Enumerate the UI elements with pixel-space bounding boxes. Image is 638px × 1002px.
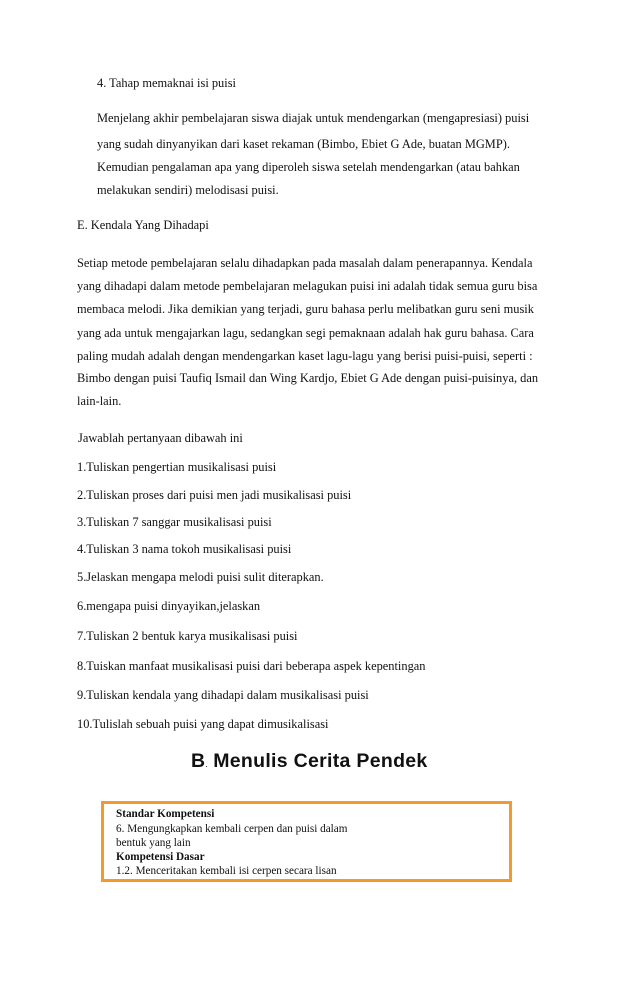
question-item: 6.mengapa puisi dinyayikan,jelaskan bbox=[77, 599, 261, 613]
question-item: 10.Tulislah sebuah puisi yang dapat dimusikalisasi bbox=[77, 717, 329, 731]
step4-line-1: Menjelang akhir pembelajaran siswa diajak untuk mendengarkan (mengapresiasi) puisi bbox=[97, 111, 530, 125]
section-e-line-7: lain-lain. bbox=[77, 394, 122, 408]
section-e-line-4: yang ada untuk mengajarkan lagu, sedangkan segi pemaknaan adalah hak guru bahasa. Cara bbox=[77, 326, 534, 340]
section-b-letter: B bbox=[191, 750, 206, 772]
question-item: 5.Jelaskan mengapa melodi puisi sulit diterapkan. bbox=[77, 570, 324, 584]
questions-intro: Jawablah pertanyaan dibawah ini bbox=[78, 431, 243, 445]
sk-text-line-1: 6. Mengungkapkan kembali cerpen dan puisi dalam bbox=[116, 823, 348, 835]
question-item: 8.Tuiskan manfaat musikalisasi puisi dari beberapa aspek kepentingan bbox=[77, 659, 426, 673]
section-b-heading bbox=[191, 750, 428, 773]
step4-line-3: Kemudian pengalaman apa yang diperoleh siswa setelah mendengarkan (atau bahkan bbox=[97, 160, 520, 174]
question-item: 7.Tuliskan 2 bentuk karya musikalisasi puisi bbox=[77, 629, 298, 643]
section-e-line-2: yang dihadapi dalam metode pembelajaran melagukan puisi ini adalah tidak semua guru bisa bbox=[77, 279, 538, 293]
step4-line-4: melakukan sendiri) melodisasi puisi. bbox=[97, 183, 279, 197]
section-b-dot: . bbox=[205, 759, 209, 769]
section-e-line-6: Bimbo dengan puisi Taufiq Ismail dan Wing Kardjo, Ebiet G Ade dengan puisi-puisinya, dan bbox=[77, 371, 539, 385]
question-item: 2.Tuliskan proses dari puisi men jadi musikalisasi puisi bbox=[77, 488, 352, 502]
section-e-line-3: membaca melodi. Jika demikian yang terjadi, guru bahasa perlu melibatkan guru seni musik bbox=[77, 302, 534, 316]
step4-title: 4. Tahap memaknai isi puisi bbox=[97, 76, 236, 90]
section-e-line-1: Setiap metode pembelajaran selalu dihadapkan pada masalah dalam penerapannya. Kendala bbox=[77, 256, 533, 270]
section-e-line-5: paling mudah adalah dengan mendengarkan kaset lagu-lagu yang berisi puisi-puisi, seperti : bbox=[77, 349, 533, 363]
question-item: 1.Tuliskan pengertian musikalisasi puisi bbox=[77, 460, 277, 474]
section-e-title: E. Kendala Yang Dihadapi bbox=[77, 218, 209, 232]
section-b-title: Menulis Cerita Pendek bbox=[213, 750, 428, 772]
question-item: 3.Tuliskan 7 sanggar musikalisasi puisi bbox=[77, 515, 272, 529]
sk-label: Standar Kompetensi bbox=[116, 808, 215, 820]
question-item: 9.Tuliskan kendala yang dihadapi dalam musikalisasi puisi bbox=[77, 688, 369, 702]
kd-label: Kompetensi Dasar bbox=[116, 851, 205, 863]
step4-line-2: yang sudah dinyanyikan dari kaset rekaman (Bimbo, Ebiet G Ade, buatan MGMP). bbox=[97, 137, 510, 151]
sk-text-line-2: bentuk yang lain bbox=[116, 837, 191, 849]
kd-text: 1.2. Menceritakan kembali isi cerpen secara lisan bbox=[116, 865, 337, 877]
question-item: 4.Tuliskan 3 nama tokoh musikalisasi puisi bbox=[77, 542, 292, 556]
